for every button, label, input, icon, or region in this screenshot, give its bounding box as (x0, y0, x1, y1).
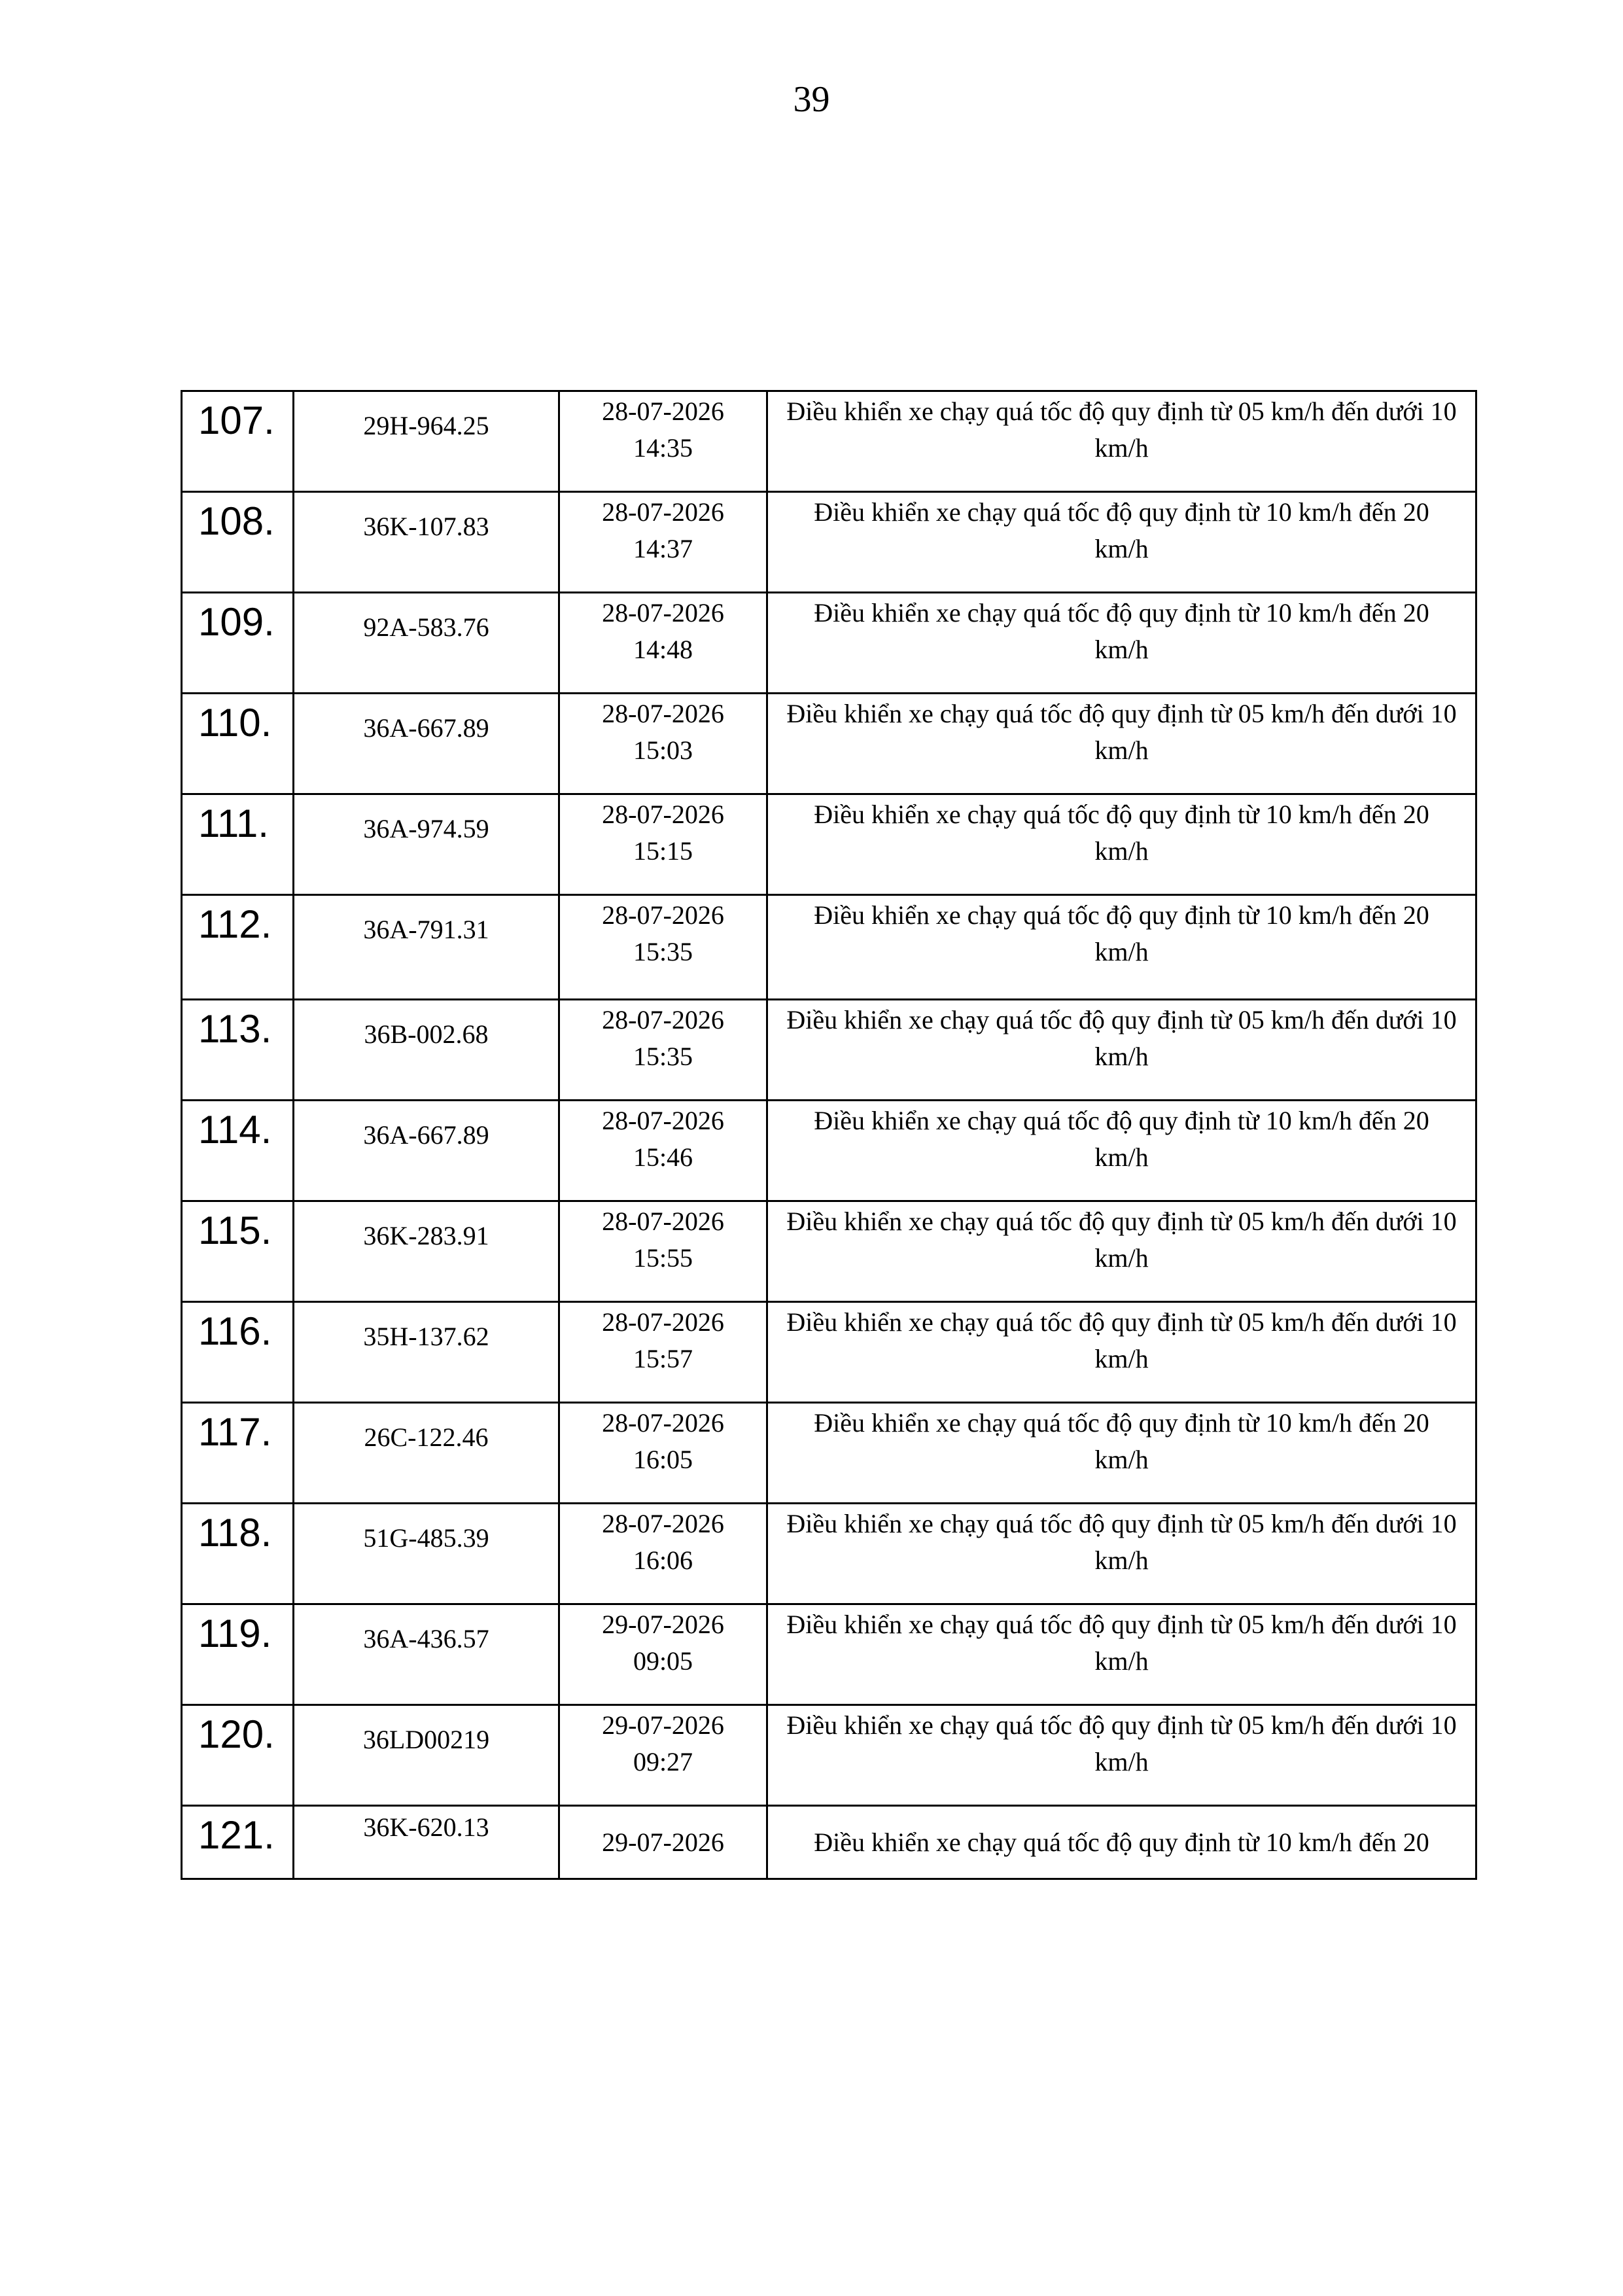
violation-description: Điều khiển xe chạy quá tốc độ quy định từ 10 km/h đến 20 km/h (767, 1101, 1476, 1201)
table-row (182, 593, 1476, 694)
violation-date: 29-07-2026 (602, 1827, 724, 1857)
violation-description: Điều khiển xe chạy quá tốc độ quy định từ 05 km/h đến dưới 10 km/h (767, 1705, 1476, 1806)
table-row (182, 1806, 1476, 1879)
violation-date: 28-07-2026 (602, 1005, 724, 1034)
row-number: 118. (182, 1504, 294, 1604)
violation-hour: 15:46 (633, 1142, 693, 1172)
row-number: 121. (182, 1806, 294, 1879)
violation-hour: 15:35 (633, 1042, 693, 1071)
violation-date: 28-07-2026 (602, 497, 724, 527)
violation-date: 28-07-2026 (602, 598, 724, 627)
row-number: 114. (182, 1101, 294, 1201)
table-row (182, 1504, 1476, 1604)
violation-date: 28-07-2026 (602, 900, 724, 930)
table-row (182, 1201, 1476, 1302)
violation-description: Điều khiển xe chạy quá tốc độ quy định từ 10 km/h đến 20 km/h (767, 1403, 1476, 1504)
violation-hour: 09:27 (633, 1747, 693, 1776)
table-row (182, 1403, 1476, 1504)
violation-time (559, 895, 767, 1000)
row-number: 111. (182, 794, 294, 895)
license-plate: 26C-122.46 (294, 1403, 559, 1504)
violation-date: 28-07-2026 (602, 1307, 724, 1337)
violation-description: Điều khiển xe chạy quá tốc độ quy định từ 05 km/h đến dưới 10 km/h (767, 1302, 1476, 1403)
row-number: 113. (182, 1000, 294, 1101)
license-plate: 51G-485.39 (294, 1504, 559, 1604)
license-plate: 36B-002.68 (294, 1000, 559, 1101)
violation-time (559, 694, 767, 794)
violation-hour: 09:05 (633, 1646, 693, 1676)
row-number: 107. (182, 391, 294, 492)
violation-description: Điều khiển xe chạy quá tốc độ quy định từ 10 km/h đến 20 km/h (767, 492, 1476, 593)
violation-time (559, 1000, 767, 1101)
violation-time (559, 1604, 767, 1705)
violation-time (559, 492, 767, 593)
page-number: 39 (793, 79, 830, 120)
table-row (182, 1705, 1476, 1806)
violation-date: 28-07-2026 (602, 1408, 724, 1438)
row-number: 112. (182, 895, 294, 1000)
license-plate: 36A-667.89 (294, 694, 559, 794)
violation-date: 28-07-2026 (602, 1509, 724, 1538)
violation-description: Điều khiển xe chạy quá tốc độ quy định từ 05 km/h đến dưới 10 km/h (767, 1604, 1476, 1705)
row-number: 115. (182, 1201, 294, 1302)
table-row (182, 1101, 1476, 1201)
violations-table (181, 390, 1477, 1880)
license-plate: 35H-137.62 (294, 1302, 559, 1403)
table-row (182, 895, 1476, 1000)
table-row (182, 391, 1476, 492)
row-number: 116. (182, 1302, 294, 1403)
license-plate: 36A-436.57 (294, 1604, 559, 1705)
violation-description: Điều khiển xe chạy quá tốc độ quy định từ 05 km/h đến dưới 10 km/h (767, 1000, 1476, 1101)
violation-time (559, 1302, 767, 1403)
license-plate: 36K-620.13 (294, 1806, 559, 1879)
violation-description: Điều khiển xe chạy quá tốc độ quy định từ 05 km/h đến dưới 10 km/h (767, 391, 1476, 492)
violation-description: Điều khiển xe chạy quá tốc độ quy định từ 10 km/h đến 20 km/h (767, 895, 1476, 1000)
violation-date: 29-07-2026 (602, 1610, 724, 1639)
license-plate: 36K-107.83 (294, 492, 559, 593)
violation-date: 28-07-2026 (602, 1207, 724, 1236)
violation-time (559, 794, 767, 895)
license-plate: 29H-964.25 (294, 391, 559, 492)
violation-time (559, 1705, 767, 1806)
table-row (182, 1000, 1476, 1101)
violation-hour: 14:48 (633, 635, 693, 664)
row-number: 108. (182, 492, 294, 593)
license-plate: 36K-283.91 (294, 1201, 559, 1302)
violation-date: 29-07-2026 (602, 1710, 724, 1740)
violation-hour: 16:05 (633, 1445, 693, 1474)
violation-date: 28-07-2026 (602, 1106, 724, 1135)
violation-time (559, 391, 767, 492)
license-plate: 36A-974.59 (294, 794, 559, 895)
violation-hour: 14:35 (633, 433, 693, 463)
table-row (182, 1302, 1476, 1403)
table-row (182, 492, 1476, 593)
violation-date: 28-07-2026 (602, 699, 724, 728)
row-number: 117. (182, 1403, 294, 1504)
violation-description: Điều khiển xe chạy quá tốc độ quy định từ 10 km/h đến 20 km/h (767, 593, 1476, 694)
violation-time (559, 593, 767, 694)
violation-time (559, 1504, 767, 1604)
license-plate: 92A-583.76 (294, 593, 559, 694)
violation-description: Điều khiển xe chạy quá tốc độ quy định từ 05 km/h đến dưới 10 km/h (767, 694, 1476, 794)
row-number: 120. (182, 1705, 294, 1806)
row-number: 119. (182, 1604, 294, 1705)
license-plate: 36LD00219 (294, 1705, 559, 1806)
violation-description: Điều khiển xe chạy quá tốc độ quy định từ 05 km/h đến dưới 10 km/h (767, 1201, 1476, 1302)
violation-time (559, 1806, 767, 1879)
row-number: 109. (182, 593, 294, 694)
row-number: 110. (182, 694, 294, 794)
license-plate: 36A-791.31 (294, 895, 559, 1000)
violation-description: Điều khiển xe chạy quá tốc độ quy định từ 10 km/h đến 20 km/h (767, 794, 1476, 895)
violation-date: 28-07-2026 (602, 397, 724, 426)
violation-hour: 15:55 (633, 1243, 693, 1273)
violation-date: 28-07-2026 (602, 800, 724, 829)
table-row (182, 1604, 1476, 1705)
violation-hour: 15:57 (633, 1344, 693, 1373)
violation-hour: 15:35 (633, 937, 693, 966)
table-row (182, 794, 1476, 895)
violation-time (559, 1403, 767, 1504)
table-row (182, 694, 1476, 794)
violation-time (559, 1201, 767, 1302)
violation-hour: 14:37 (633, 534, 693, 563)
violation-time (559, 1101, 767, 1201)
violation-hour: 15:03 (633, 735, 693, 765)
violation-description: Điều khiển xe chạy quá tốc độ quy định từ 05 km/h đến dưới 10 km/h (767, 1504, 1476, 1604)
license-plate: 36A-667.89 (294, 1101, 559, 1201)
violation-description: Điều khiển xe chạy quá tốc độ quy định từ 10 km/h đến 20 (767, 1806, 1476, 1879)
violation-hour: 15:15 (633, 836, 693, 866)
violation-hour: 16:06 (633, 1545, 693, 1575)
